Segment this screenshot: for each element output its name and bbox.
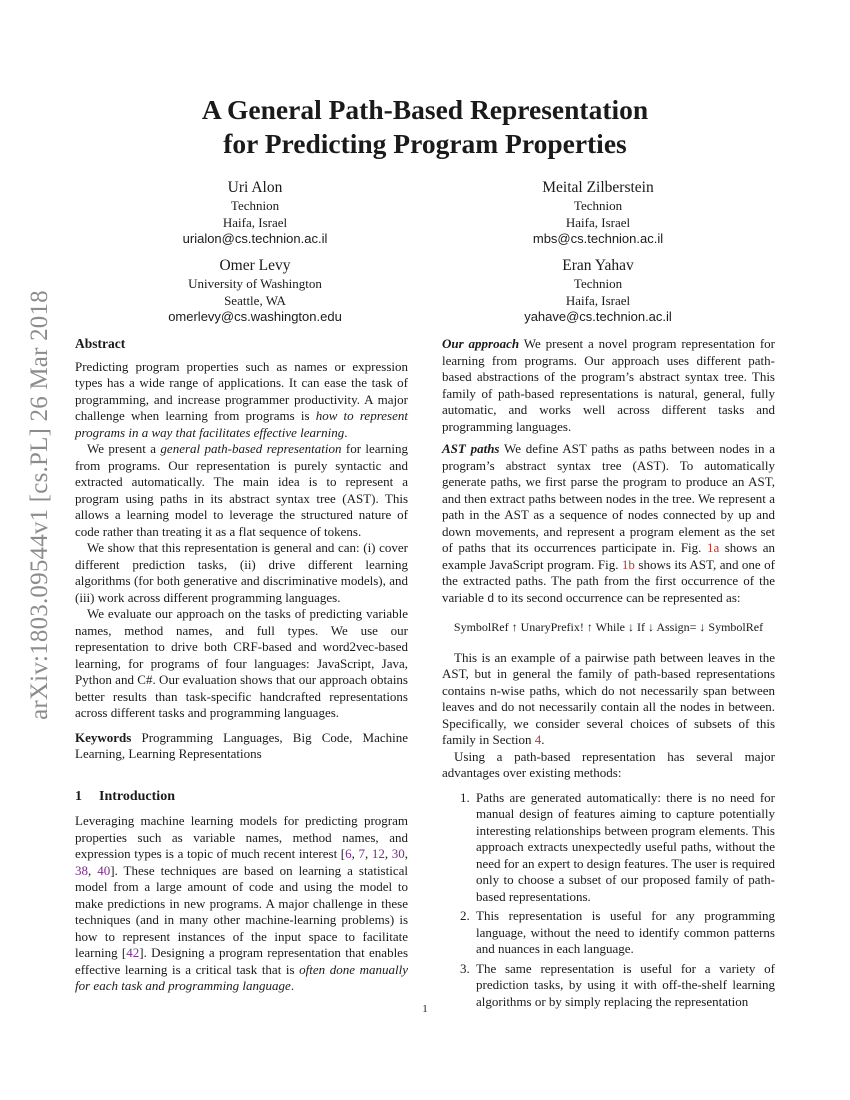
- author-location: Seattle, WA: [224, 292, 286, 308]
- left-column: [75, 336, 408, 995]
- author-block: [135, 178, 375, 248]
- author-block: [478, 178, 718, 248]
- author-affiliation: University of Washington: [188, 276, 322, 291]
- author-affiliation: Technion: [230, 198, 280, 213]
- author-email[interactable]: yahave@cs.technion.ac.il: [524, 309, 672, 324]
- pairwise-paragraph: This is an example of a pairwise path between leaves in the AST, but in general the family of path-based representations contains n-wise paths, which do not necessarily span between leaves and do not necessarily contain all the nodes in between. Specifically, we consider several choices of subsets of this family in Section 4.: [442, 649, 775, 747]
- keywords-label: Keywords: [75, 729, 132, 745]
- abstract-paragraph: We evaluate our approach on the tasks of predicting variable names, method names, and full types. We use our representation to drive both CRF-based and word2vec-based learning, for programs of four languages: JavaScript, Java, Python and C#. Our evaluation shows that our approach obtains better results than task-specific handcrafted representations across different tasks and programming languages.: [75, 606, 408, 720]
- citation-link[interactable]: 12: [371, 846, 385, 861]
- variable-name: d: [487, 591, 495, 606]
- abstract-paragraph: We present a general path-based representation for learning from programs. Our representation is purely syntactic and extracted automatically. The main idea is to represent a program using paths in its abstract syntax tree (AST). This allows a learning model to leverage the structured nature of code rather than treating it as a flat sequence of tokens.: [75, 441, 408, 539]
- section-link[interactable]: 4: [534, 732, 542, 747]
- right-column: [442, 336, 775, 1013]
- author-name: Meital Zilberstein: [542, 179, 654, 196]
- list-item: 1. Paths are generated automatically: there is no need for manual design of features aiming to capture potentially interesting relationships between program elements. This approach extracts unexpectedly useful paths, without the need for an expert to design features. The user is required only to choose a subset of our proposed family of path-based representations.: [460, 789, 776, 904]
- author-location: Haifa, Israel: [565, 292, 631, 308]
- abstract-paragraph: We show that this representation is general and can: (i) cover different prediction tasks, (ii) drive different learning algorithms (for both generative and discriminative models), and (iii) work across different programming languages.: [75, 540, 408, 605]
- title-line-2: for Predicting Program Properties: [223, 128, 627, 159]
- author-name: Eran Yahav: [562, 257, 634, 274]
- ast-paths-label: AST paths: [442, 441, 500, 456]
- figure-link[interactable]: 1b: [621, 556, 635, 572]
- author-email[interactable]: mbs@cs.technion.ac.il: [532, 231, 664, 246]
- citation-link[interactable]: 6: [345, 846, 352, 861]
- ast-path-expression: SymbolRef ↑ UnaryPrefix! ↑ While ↓ If ↓ Assign= ↓ SymbolRef: [453, 620, 764, 634]
- keywords-text: Programming Languages, Big Code, Machine Learning, Learning Representations: [75, 729, 408, 761]
- figure-link[interactable]: 1a: [706, 540, 720, 555]
- approach-label: Our approach: [442, 336, 520, 351]
- author-name: Omer Levy: [219, 257, 291, 274]
- approach-paragraph: Our approach We present a novel program representation for learning from programs. Our approach uses different path-based abstractions of the program’s abstract syntax tree. This family of path-based representations is natural, general, fully automatic, and works well across different tasks and programming languages.: [442, 336, 775, 434]
- author-email[interactable]: omerlevy@cs.washington.edu: [168, 309, 342, 324]
- arxiv-identifier-text: arXiv:1803.09544v1 [cs.PL] 26 Mar 2018: [26, 290, 53, 720]
- advantages-intro: Using a path-based representation has several major advantages over existing methods:: [442, 748, 775, 780]
- citation-link[interactable]: 40: [97, 862, 111, 878]
- advantages-list: [442, 790, 775, 1011]
- intro-paragraph: Leveraging machine learning models for predicting program properties such as variable names, method names, and expression types is a topic of much recent interest [6, 7, 12, 30, 38, 40]. These techniques are based on learning a statistical model from a large amount of code and using the model to make predictions in new programs. A major challenge in these techniques (and in many other machine-learning problems) is how to represent instances of the input space to facilitate learning [42]. Designing a program representation that enables effective learning is a critical task that is often done manually for each task and programming language.: [75, 813, 409, 993]
- arxiv-identifier: [20, 290, 60, 720]
- ast-paths-paragraph: AST paths We define AST paths as paths between nodes in a program’s abstract syntax tree (AST). To automatically generate paths, we first parse the program to produce an AST, and then extract paths between nodes in the tree. We represent a path in the AST as a sequence of nodes connected by up and down movements, and represent a program element as the set of paths that its occurrences participate in. Fig. 1a shows an example JavaScript program. Fig. 1b shows its AST, and one of the extracted paths. The path from the first occurrence of the variable d to its second occurrence can be represented as:: [442, 441, 775, 606]
- author-affiliation: Technion: [573, 198, 623, 213]
- keywords: [75, 730, 408, 763]
- author-block: [478, 256, 718, 326]
- author-email[interactable]: urialon@cs.technion.ac.il: [182, 231, 328, 246]
- citation-link[interactable]: 38: [75, 862, 88, 878]
- author-location: Haifa, Israel: [222, 214, 288, 230]
- section-heading: 1 Introduction: [75, 788, 175, 804]
- page-number: 1: [422, 1003, 428, 1015]
- abstract-heading: Abstract: [75, 336, 126, 351]
- list-item: 2. This representation is useful for any programming language, without the need to identify common patterns and nuances in each language.: [460, 908, 775, 956]
- author-location: Haifa, Israel: [565, 214, 631, 230]
- paper-title: [100, 93, 750, 161]
- author-affiliation: Technion: [573, 276, 623, 291]
- title-line-1: A General Path-Based Representation: [201, 94, 649, 125]
- author-name: Uri Alon: [227, 179, 283, 196]
- author-block: [135, 256, 375, 326]
- citation-link[interactable]: 42: [126, 945, 140, 960]
- list-item: 3. The same representation is useful for a variety of prediction tasks, by using it with off-the-shelf learning algorithms or by simply replacing the representation: [460, 960, 775, 1009]
- citation-link[interactable]: 7: [358, 846, 366, 861]
- abstract-paragraph: Predicting program properties such as names or expression types has a wide range of applications. It can ease the task of programming, and increase programmer productivity. A major challenge when learning from programs is how to represent programs in a way that facilitates effective learning.: [75, 358, 408, 440]
- citation-link[interactable]: 30: [391, 846, 405, 861]
